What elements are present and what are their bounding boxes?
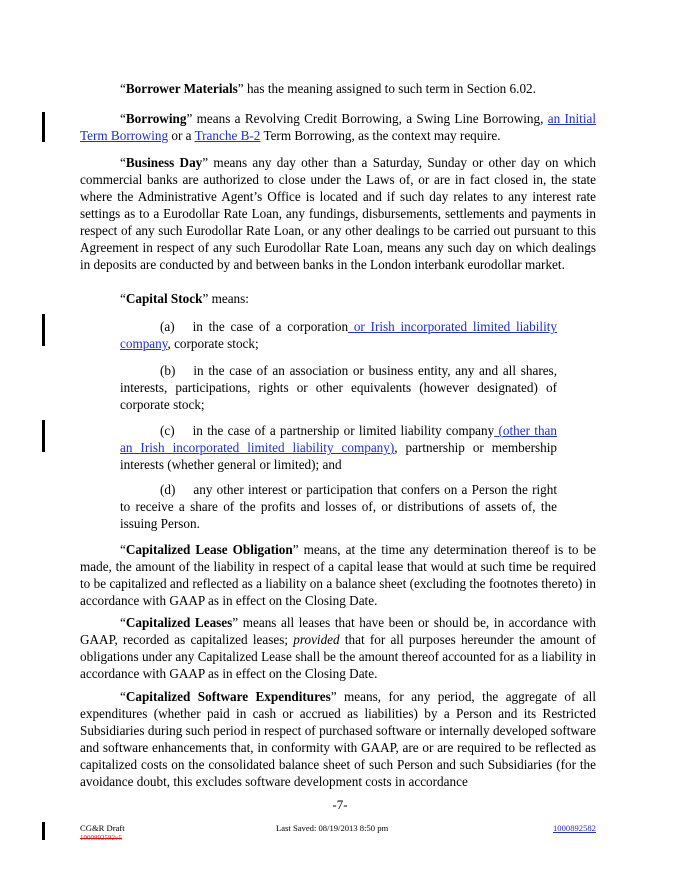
footer-deleted-docno: 1000892582v5 <box>80 834 122 842</box>
definition-borrower-materials: “Borrower Materials” has the meaning assigned to such term in Section 6.02. <box>120 81 536 96</box>
inserted-text: or Irish incorporated limited liability company <box>120 319 558 351</box>
definition-capitalized-software-expenditures: “Capitalized Software Expenditures” means, for any period, the aggregate of all expenditures (whether paid in cash or accrued as liabilities) by a Person and its Restricted Subsidiaries during such period in respect of purchased software or internally developed software and software enhancements that, in conformity with GAAP, are or are required to be reflected as capitalized costs on the consolidated balance sheet of such Person and such Subsidiaries (for the avoidance doubt, this excludes software development costs in accordance <box>80 689 596 789</box>
definition-business-day: “Business Day” means any day other than a Saturday, Sunday or other day on which commercial banks are authorized to close under the Laws of, or are in fact closed in, the state where the Administrative Agent’s Office is located and if such day relates to any interest rate settings as to a Eurodollar Rate Loan, any fundings, disbursements, settlements and payments in respect of any such Eurodollar Rate Loan, or any other dealings to be carried out pursuant to this Agreement in respect of any such Eurodollar Rate Loan, means any such day on which dealings in deposits are conducted by and between banks in the London interbank eurodollar market. <box>80 155 597 272</box>
definition-capital-stock: “Capital Stock” means: <box>120 291 249 306</box>
capital-stock-clause-a: (a) in the case of a corporation or Irish incorporated limited liability company, corporate stock; <box>120 319 558 351</box>
change-bar <box>42 112 45 142</box>
inserted-text: (other than an Irish incorporated limited liability company) <box>120 423 557 455</box>
italic-proviso: provided <box>293 632 340 647</box>
defined-term: Borrower Materials <box>125 81 238 96</box>
capital-stock-clause-c: (c) in the case of a partnership or limited liability company (other than an Irish incorporated limited liability company), partnership or membership interests (whether general or limited); and <box>120 423 557 472</box>
definition-capitalized-leases: “Capitalized Leases” means all leases that have been or should be, in accordance with GAAP, recorded as capitalized leases; provided that for all purposes hereunder the amount of obligations under any Capitalized Lease shall be the amount thereof accounted for as a liability in accordance with GAAP as in effect on the Closing Date. <box>80 615 597 681</box>
defined-term: Capitalized Leases <box>125 615 233 630</box>
inserted-text: an Initial Term Borrowing <box>80 111 596 143</box>
footer-draft-label: CG&R Draft <box>80 823 125 833</box>
defined-term: Capitalized Software Expenditures <box>125 689 331 704</box>
definition-borrowing: “Borrowing” means a Revolving Credit Borrowing, a Swing Line Borrowing, an Initial Term Borrowing or a Tranche B-2 Term Borrowing, as the context may require. <box>80 111 596 143</box>
capital-stock-clause-d: (d) any other interest or participation that confers on a Person the right to receive a share of the profits and losses of, or distributions of assets of, the issuing Person. <box>120 482 557 531</box>
defined-term: Capitalized Lease Obligation <box>125 542 293 557</box>
change-bar <box>42 314 45 346</box>
page-number: -7- <box>332 797 348 812</box>
defined-term: Business Day <box>125 155 203 170</box>
definition-capitalized-lease-obligation: “Capitalized Lease Obligation” means, at the time any determination thereof is to be made, the amount of the liability in respect of a capital lease that would at such time be required to be capitalized and reflected as a liability on a balance sheet (excluding the footnotes thereto) in accordance with GAAP as in effect on the Closing Date. <box>80 542 596 608</box>
defined-term: Borrowing <box>125 111 187 126</box>
inserted-text: Tranche B-2 <box>194 128 261 143</box>
footer-last-saved: Last Saved: 08/19/2013 8:50 pm <box>276 823 389 833</box>
capital-stock-clause-b: (b) in the case of an association or business entity, any and all shares, interests, participations, rights or other equivalents (however designated) of corporate stock; <box>120 363 557 412</box>
change-bar <box>42 420 45 452</box>
defined-term: Capital Stock <box>125 291 203 306</box>
footer-docno: 1000892582 <box>553 823 596 833</box>
change-bar <box>42 822 45 840</box>
